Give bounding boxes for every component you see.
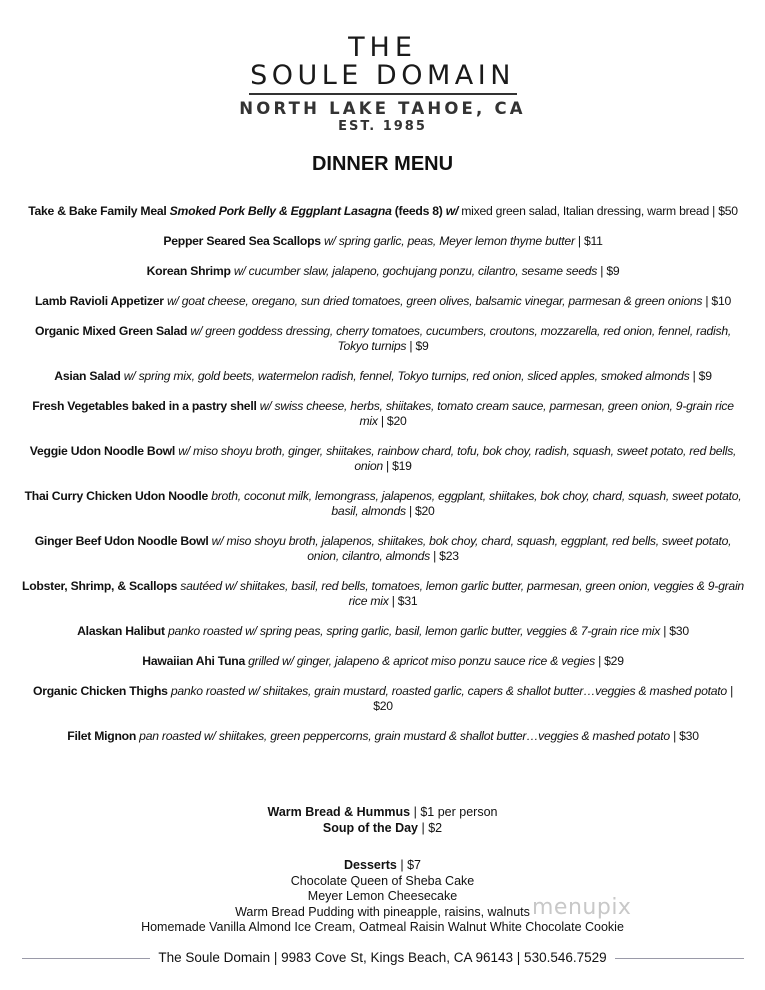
item-description: w/ goat cheese, oregano, sun dried tomatoes, green olives, balsamic vinegar, parmesan & green onions <box>166 294 703 308</box>
item-price: | $20 <box>380 414 407 428</box>
item-name: Hawaiian Ahi Tuna <box>142 654 246 668</box>
menu-item-featured <box>22 204 744 219</box>
item-with: w/ <box>445 204 459 218</box>
logo-location: NORTH LAKE TAHOE, CA <box>239 99 526 118</box>
menu-item <box>22 264 744 279</box>
item-price: | $9 <box>600 264 620 278</box>
item-name: Lamb Ravioli Appetizer <box>34 294 164 308</box>
footer-contact: The Soule Domain | 9983 Cove St, Kings Beach, CA 96143 | 530.546.7529 <box>150 950 614 965</box>
menu-item <box>22 684 744 714</box>
item-description: w/ miso shoyu broth, ginger, shiitakes, rainbow chard, tofu, bok choy, radish, squash, sweet potato, red bells, onion <box>178 444 737 473</box>
footer <box>0 949 765 969</box>
item-price: | $20 <box>408 504 435 518</box>
menu-item <box>22 444 744 474</box>
item-name: Lobster, Shrimp, & Scallops <box>22 579 178 593</box>
logo-line-the: THE <box>348 32 417 63</box>
item-description: w/ swiss cheese, herbs, shiitakes, tomato cream sauce, parmesan, green onion, 9-grain rice mix <box>259 399 734 428</box>
item-name: Pepper Seared Sea Scallops <box>163 234 321 248</box>
logo-restaurant-name: SOULE DOMAIN <box>250 60 515 91</box>
item-name: Organic Chicken Thighs <box>33 684 168 698</box>
side-item <box>0 820 765 836</box>
item-price: | $9 <box>409 339 429 353</box>
item-name: Fresh Vegetables baked in a pastry shell <box>32 399 257 413</box>
menu-item <box>22 534 744 564</box>
item-price: | $23 <box>433 549 459 563</box>
item-description: w/ miso shoyu broth, jalapenos, shiitakes, bok choy, chard, squash, eggplant, red bells, sweet potato, onion, cilantro, almonds <box>211 534 732 563</box>
item-description: broth, coconut milk, lemongrass, jalapenos, eggplant, shiitakes, bok choy, chard, squash, sweet potato, basil, almonds <box>211 489 742 518</box>
item-price: | $20 <box>373 684 733 713</box>
menu-item <box>22 234 744 249</box>
dessert-item: Homemade Vanilla Almond Ice Cream, Oatmeal Raisin Walnut White Chocolate Cookie <box>141 920 624 934</box>
item-description: w/ green goddess dressing, cherry tomatoes, cucumbers, croutons, mozzarella, red onion, fennel, radish, Tokyo turnips <box>190 324 731 353</box>
menu-item <box>22 579 744 609</box>
menu-item <box>22 654 744 669</box>
item-name: Alaskan Halibut <box>77 624 165 638</box>
dessert-item: Warm Bread Pudding with pineapple, raisins, walnuts <box>235 904 530 919</box>
desserts-section <box>0 858 765 936</box>
item-price: | $50 <box>712 204 738 218</box>
dessert-item: Chocolate Queen of Sheba Cake <box>290 873 475 888</box>
item-description: pan roasted w/ shiitakes, green peppercorns, grain mustard & shallot butter…veggies & mashed potato <box>139 729 670 743</box>
item-description: grilled w/ ginger, jalapeno & apricot miso ponzu sauce rice & vegies <box>248 654 595 668</box>
item-description: panko roasted w/ shiitakes, grain mustard, roasted garlic, capers & shallot butter…veggies & mashed potato <box>170 684 727 698</box>
desserts-heading-row <box>0 858 765 874</box>
sides-section <box>0 804 765 836</box>
item-description: panko roasted w/ spring peas, spring garlic, basil, lemon garlic butter, veggies & 7-grain rice mix <box>167 624 661 638</box>
item-dish: Smoked Pork Belly & Eggplant Lasagna <box>169 204 392 218</box>
menu-item <box>22 624 744 639</box>
item-price: | $29 <box>598 654 624 668</box>
menu-item <box>22 399 744 429</box>
item-description: sautéed w/ shiitakes, basil, red bells, tomatoes, lemon garlic butter, parmesan, green onion, veggies & 9-grain rice mix <box>180 579 744 608</box>
item-price: | $11 <box>577 234 603 248</box>
menu-item <box>22 324 744 354</box>
item-name: Ginger Beef Udon Noodle Bowl <box>34 534 209 548</box>
item-feeds: (feeds 8) <box>394 204 443 218</box>
side-item <box>0 804 765 820</box>
item-price: | $31 <box>391 594 418 608</box>
menu-title: DINNER MENU <box>311 153 454 175</box>
item-name: Veggie Udon Noodle Bowl <box>29 444 176 458</box>
item-name: Organic Mixed Green Salad <box>35 324 188 338</box>
item-name: Korean Shrimp <box>146 264 231 278</box>
item-name: Asian Salad <box>54 369 121 383</box>
item-description: w/ spring garlic, peas, Meyer lemon thyme butter <box>323 234 575 248</box>
side-price: | $2 <box>421 821 443 835</box>
desserts-heading: Desserts <box>344 858 397 872</box>
desserts-list <box>0 874 765 936</box>
item-description: w/ cucumber slaw, jalapeno, gochujang ponzu, cilantro, sesame seeds <box>233 264 598 278</box>
item-price: | $9 <box>692 369 712 383</box>
side-name: Warm Bread & Hummus <box>267 805 411 819</box>
side-price: | $1 per person <box>413 805 498 819</box>
item-name: Take & Bake Family Meal <box>28 204 167 218</box>
menu-item <box>22 489 744 519</box>
item-price: | $10 <box>705 294 731 308</box>
item-price: | $19 <box>386 459 412 473</box>
menu-item <box>22 294 744 309</box>
watermark: menupix <box>532 895 632 920</box>
item-name: Thai Curry Chicken Udon Noodle <box>24 489 209 503</box>
menu-item <box>22 729 744 744</box>
menu-items <box>22 204 744 759</box>
item-price: | $30 <box>663 624 689 638</box>
dessert-item: Meyer Lemon Cheesecake <box>307 889 458 903</box>
item-name: Filet Mignon <box>67 729 137 743</box>
side-name: Soup of the Day <box>322 821 419 835</box>
logo-established: EST. 1985 <box>338 119 427 134</box>
desserts-price: | $7 <box>400 858 421 872</box>
menu-item <box>22 369 744 384</box>
restaurant-logo <box>0 34 765 136</box>
logo-divider <box>249 93 517 95</box>
item-description: mixed green salad, Italian dressing, warm bread <box>461 204 709 218</box>
item-description: w/ spring mix, gold beets, watermelon radish, fennel, Tokyo turnips, red onion, sliced apples, smoked almonds <box>123 369 690 383</box>
item-price: | $30 <box>673 729 699 743</box>
